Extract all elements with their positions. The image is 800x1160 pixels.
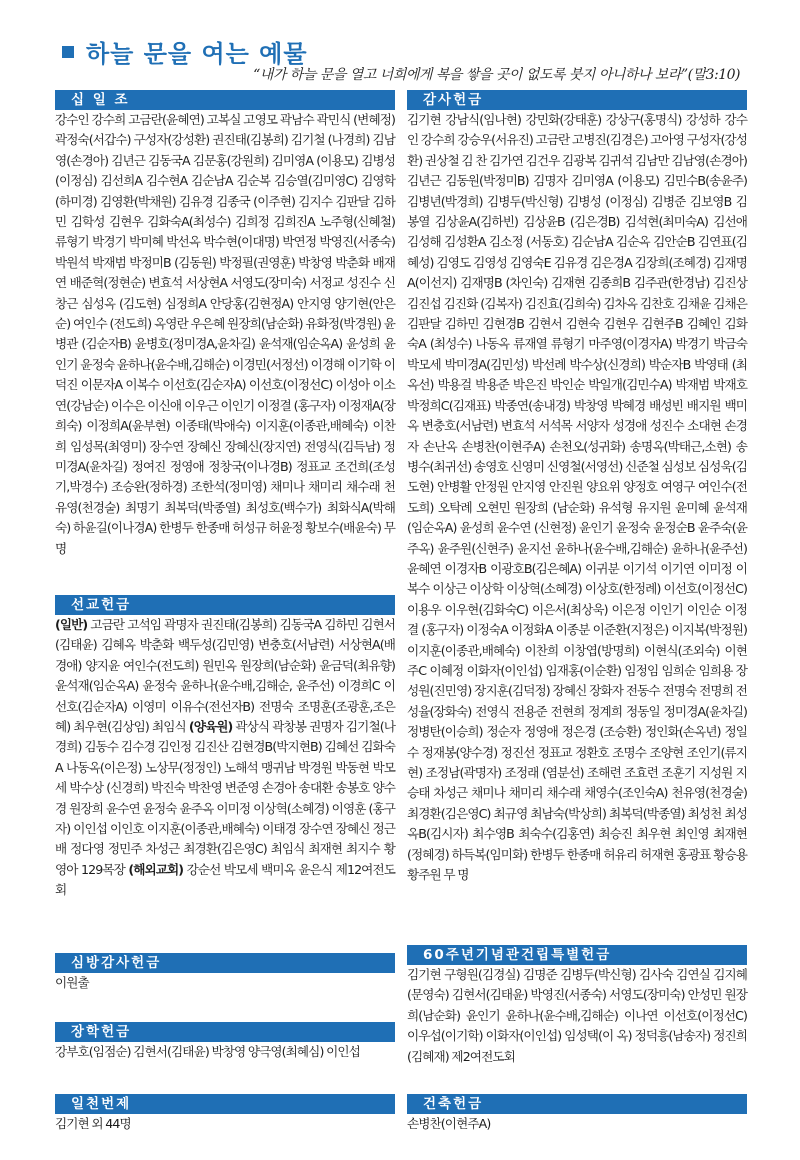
- section-scholarship: [55, 1022, 395, 1062]
- section-ilcheon: [55, 1094, 395, 1134]
- page-title-text: 하늘 문을 여는 예물: [86, 40, 308, 68]
- section-construction-header: 건축헌금: [407, 1094, 747, 1114]
- section-tithe-text: 강수인 강수희 고금란(윤혜연) 고복실 고영모 곽남수 곽민식 (변혜정) 곽정숙(서갑수) 구성자(강성환) 권진태(김봉희) 김기철 (나경희) 김남영(손경아) 김년근 김동국A 김문홍(강원희) 김미영A (이용모) 김병성(이정심) 김선희A 김수현A 김순남A 김순복 김승열(김미영C) 김영학(하미경) 김영환(박채원) 김유경 김종국 (이주현) 김지수 김판달 김하민 김학성 김현우 김화숙A(최성수) 김희정 김희진A 노주형(신혜철) 류형기 박경기 박미혜 박선옥 박수현(이대명) 박연정 박영진(서종숙) 박원석 박재범 박정미B (김동원) 박정필(권영훈) 박창영 박춘화 배재연 배준혁(정현순) 변효석 서상현A 서영도(장미숙) 서정교 성진수 신창근 심성옥 (김도현) 심정희A 안당홍(김현정A) 안지영 양기현(안은순) 여인수 (전도희) 옥영란 우은혜 원장희(남순화) 유화정(박경원) 윤병관 (김순자B) 윤병호(정미경A,윤차길) 윤석재(임순옥A) 윤성희 윤인기 윤정숙 윤하나(윤수배,김해순) 이경민(서정선) 이경해 이기학 이덕진 이문자A 이복수 이선호(김순자A) 이선호(이정선C) 이성아 이소연(강남순) 이수은 이신애 이우근 이인기 이정결 (홍구자) 이정재A(장희숙) 이정희A(윤부현) 이종태(박애숙) 이지훈(이종관,배혜숙) 이찬희 임성목(최영미) 장수연 장혜신 장혜신(장지연) 전영식(김득남) 정미경A(윤차길) 정여진 정영애 정창국(이나경B) 정표교 조건희(조성기,박경수) 조승완(정하경) 조한석(정미영) 채미나 채미리 채수래 천유영(천경술) 최명기 최복덕(박종열) 최성호(백수가) 최화식A(박해숙) 하윤길(이나경A) 한병두 한종매 허성규 허윤정 황보수(배윤숙) 무 명: [55, 112, 395, 556]
- section-anniversary: [407, 945, 747, 1067]
- section-anniversary-header: 60주년기념관건립특별헌금: [407, 945, 747, 965]
- section-mission-header: 선교헌금: [55, 595, 395, 615]
- mission-general-text: 고금란 고석임 곽명자 권진태(김봉희) 김동국A 김하민 김현서(김태윤) 김혜옥 박춘화 백두성(김민영) 변충호(서남련) 서상현A(배경애) 양지윤 여인수(전도희) 원민옥 원장희(남순화) 윤금덕(최유향) 윤석재(임순옥A) 윤정숙 윤하나(윤수배,김해순, 윤주선) 이경희C 이선호(김순자A) 이영미 이유수(전선자B) 전명숙 조명훈(조광훈,조은혜) 최우현(김상임) 최임식: [55, 617, 395, 735]
- mission-overseas-label: (해외교회): [128, 861, 184, 877]
- section-ilcheon-text: 김기현 외 44명: [55, 1116, 131, 1131]
- section-construction-text: 손병찬(이현주A): [407, 1116, 491, 1131]
- section-scholarship-header: 장학헌금: [55, 1022, 395, 1042]
- section-mission-text: [55, 615, 395, 901]
- section-thanks-text: 김기현 강남식(임나현) 강민화(강태훈) 강상구(홍명식) 강성하 강수인 강수희 강승우(서유진) 고금란 고병진(김경은) 고아영 구성자(강성환) 권상철 김 찬 김가연 김건우 김광복 김귀석 김남만 김남영(손경아) 김년근 김동원(박정미B) 김명자 김미영A (이용모) 김민수B(송윤주) 김병년(박경희) 김병두(박신형) 김병성 (이정심) 김병준 김보영B 김봉열 김상윤A(김하빈) 김상윤B (김은경B) 김석현(최미숙A) 김선애 김성해 김성환A 김소정 (서동호) 김순남A 김순옥 김안순B 김연표(김혜성) 김영도 김영성 김영숙E 김유경 김은경A 김장희(조혜경) 김재명A(이선지) 김재명B (차인숙) 김재현 김종희B 김주관(한경남) 김진상 김진섭 김진화 (김복자) 김진효(김희숙) 김차옥 김찬호 김채윤 김채은 김판달 김하민 김현경B 김현서 김현숙 김현우 김현주B 김혜인 김화숙A (최성수) 나동옥 류재열 류형기 마주영(이경자A) 박경기 박금숙 박모세 박미경A(김민성) 박선례 박수상(신경희) 박순자B 박영태 (최옥선) 박용걸 박용준 박은진 박인순 박일개(김민수A) 박재범 박재호 박정희C(김재표) 박종연(송내경) 박창영 박혜경 배성빈 배지원 백미옥 변충호(서남련) 변효석 서석목 서양자 성경애 성진수 소대현 손경자 손난옥 손병찬(이현주A) 손천오(성귀화) 송명옥(박태근,소현) 송병수(최귀선) 송영호 신영미 신영철(서영선) 신준철 심성보 심성욱(김도현) 안병활 안정원 안지영 안진원 양요위 양정호 여영구 여인수(전도희) 오탁례 오현민 원장희 (남순화) 유석형 유지원 윤미혜 윤석재(임순옥A) 윤성희 윤수연 (신현정) 윤인기 윤정숙 윤정순B 윤주숙(윤주옥) 윤주원(신현주) 윤지선 윤하나(윤수배,김해순) 윤하나(윤주선) 윤혜연 이경자B 이광호B(김은혜A) 이귀분 이기석 이기연 이미정 이복수 이상근 이상학 이상혁(소혜경) 이상호(한정례) 이선호(이정선C) 이용우 이우현(김화숙C) 이은서(최상욱) 이은정 이인기 이인순 이정결 (홍구자) 이정숙A 이정화A 이종분 이준환(지정은) 이지복(박정원) 이지훈(이종관,배혜숙) 이찬희 이창엽(방명희) 이현식(조외숙) 이현주C 이혜정 이화자(이인섭) 임재홍(이순환) 임정임 임희순 임희용 장성원(진민영) 장지훈(김덕정) 장혜신 장화자 전동수 전명숙 전명희 전성율(장화숙) 전영식 전용준 전현희 정계희 정동일 정미경A(윤차길) 정병탄(이승희) 정순자 정영애 정은경 (조승환) 정인화(손옥년) 정일수 정재봉(양수경) 정진선 정표교 정환호 조명수 조양현 조인기(류지현) 조정남(곽명자) 조정래 (염분선) 조해련 조효련 조훈기 지성원 지승태 차성근 채미나 채미리 채수래 채영수(조인숙A) 천유영(천경술) 최경환(김은영C) 최규영 최남숙(박상희) 최복덕(박종열) 최성천 최성옥B(김시자) 최수영B 최숙수(김홍연) 최승진 최우현 최인영 최재현(정혜경) 하득복(임미화) 한병두 한종매 허유리 허재현 홍광표 황승용 황주원 무 명: [407, 112, 747, 883]
- section-anniversary-text: 김기현 구형원(김경실) 김명준 김병두(박신형) 김사숙 김연실 김지혜(문영숙) 김현서(김태윤) 박영진(서종숙) 서영도(장미숙) 안성민 원장희(남순화) 윤인기 윤하나(윤수배,김해순) 이나연 이선호(이정선C) 이우섭(이기학) 이화자(이인섭) 임성택(이 옥) 정덕흥(남송자) 정진희(김혜재) 제2여전도회: [407, 967, 747, 1064]
- section-tithe-header: 십 일 조: [55, 90, 395, 110]
- section-simbang-text: 이원출: [55, 975, 89, 990]
- section-thanks: [407, 90, 747, 885]
- section-construction: [407, 1094, 747, 1134]
- mission-nurture-text: 곽상식 곽창봉 권명자 김기철(나경희) 김동수 김수경 김인정 김진산 김현경B(박지현B) 김혜선 김화숙A 나동옥(이은정) 노상무(정정인) 노해석 맹귀남 박경원 박동현 박모세 박수상 (신경희) 박진숙 박찬영 변준영 손경아 송대환 송봉호 양수경 원장희 윤수연 윤정숙 윤주옥 이미정 이상혁(소혜경) 이영훈 (홍구자) 이인섭 이인호 이지훈(이종관,배혜숙) 이태경 장수연 장혜신 정근배 정다영 정민주 차성근 최경환(김은영C) 최임식 최재현 최지수 황영아 129목장: [55, 719, 395, 877]
- section-tithe: [55, 90, 395, 559]
- section-simbang: [55, 953, 395, 993]
- mission-nurture-label: (양육원): [188, 719, 233, 735]
- section-thanks-header: 감사헌금: [407, 90, 747, 110]
- section-ilcheon-header: 일천번제: [55, 1094, 395, 1114]
- bible-verse: “내가 하늘 문을 열고 너희에게 복을 쌓을 곳이 없도록 붓지 아니하나 보라”(말3:10): [253, 67, 740, 83]
- mission-general-label: (일반): [55, 617, 88, 632]
- section-scholarship-text: 강부호(임점순) 김현서(김태윤) 박창영 양극영(최혜심) 이인섭: [55, 1044, 360, 1059]
- section-mission: [55, 595, 395, 901]
- title-square-icon: [62, 46, 74, 58]
- section-simbang-header: 심방감사헌금: [55, 953, 395, 973]
- mission-overseas-text: 강순선 박모세 백미옥 윤은식 제12여전도회: [55, 861, 395, 898]
